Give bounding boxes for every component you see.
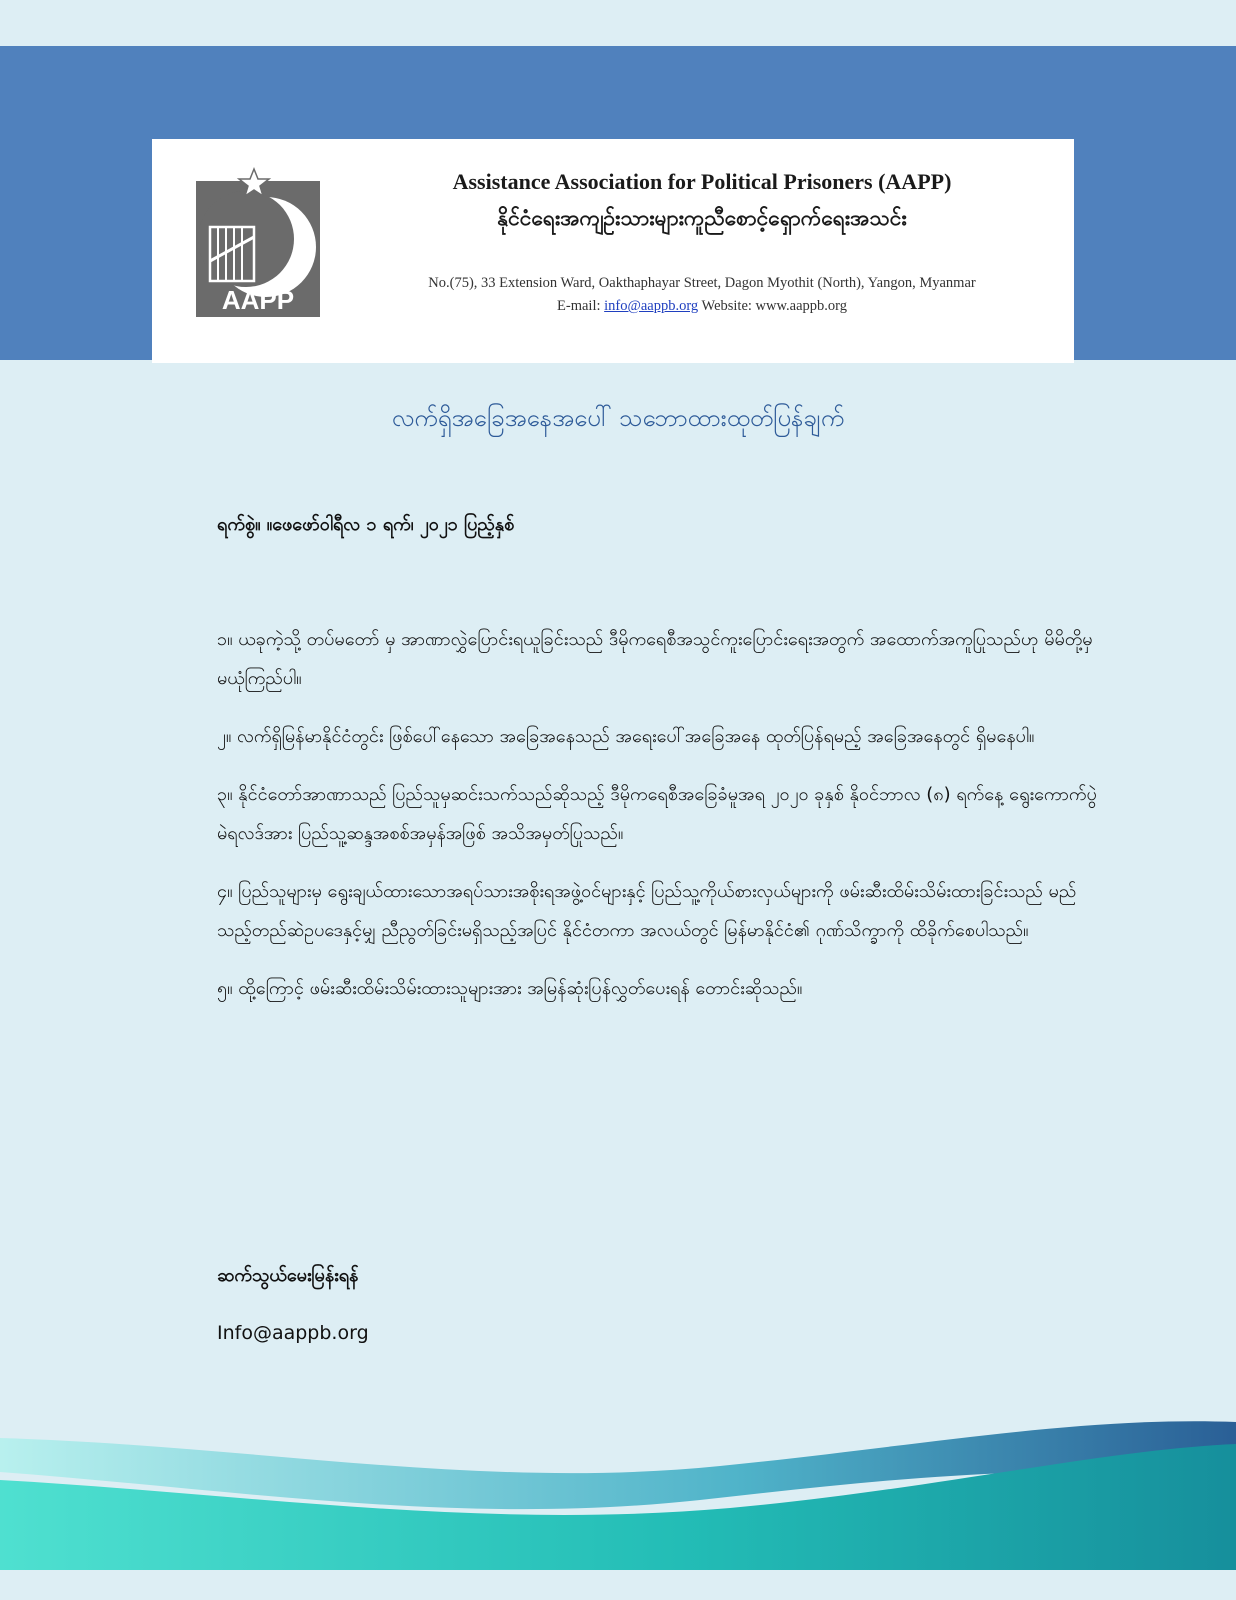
statement-date: ရက်စွဲ။ ။ဖေဖော်ဝါရီလ ၁ ရက်၊ ၂၀၂၁ ပြည့်နှစ် — [217, 514, 515, 535]
statement-title: လက်ရှိအခြေအနေအပေါ် သဘောထားထုတ်ပြန်ချက် — [391, 404, 845, 432]
statement-paragraph-1: ၁။ ယခုကဲ့သို့ တပ်မတော် မှ အာဏာလွှဲပြောင်းရယူခြင်းသည် ဒီမိုကရေစီအသွင်ကူးပြောင်းရေးအတွက် အထောက်အကူပြုသည်ဟု မိမိတို့မှ မယုံကြည်ပါ။ — [217, 629, 1093, 689]
statement-paragraph-2: ၂။ လက်ရှိမြန်မာနိုင်ငံတွင်း ဖြစ်ပေါ်နေသော အခြေအနေသည် အရေးပေါ်အခြေအနေ ထုတ်ပြန်ရမည့် အခြေအနေတွင် ရှိမနေပါ။ — [217, 726, 1035, 747]
statement-paragraph-4: ၄။ ပြည်သူများမှ ရွေးချယ်ထားသောအရပ်သားအစိုးရအဖွဲ့ဝင်များနှင့် ပြည်သူ့ကိုယ်စားလှယ်များကို ဖမ်းဆီးထိမ်းသိမ်းထားခြင်းသည် မည်သည့်တည်ဆဲဥပဒေနှင့်မျှ ညီညွတ်ခြင်းမရှိသည့်အပြင် နိုင်ငံတကာ အလယ်တွင် မြန်မာနိုင်ငံ၏ ဂုဏ်သိက္ခာကို ထိခိုက်စေပါသည်။ — [217, 881, 1077, 941]
header-band — [0, 46, 1236, 360]
statement-paragraph-3: ၃။ နိုင်ငံတော်အာဏာသည် ပြည်သူမှဆင်းသက်သည်ဆိုသည့် ဒီမိုကရေစီအခြေခံမူအရ ၂၀၂၀ ခုနှစ် နိုဝင်ဘာလ (၈) ရက်နေ့ ရွေးကောက်ပွဲမဲရလဒ်အား ပြည်သူ့ဆန္ဒအစစ်အမှန်အဖြစ် အသိအမှတ်ပြုသည်။ — [217, 784, 1097, 844]
website-url: www.aappb.org — [755, 298, 847, 314]
org-name-english: Assistance Association for Political Prisoners (AAPP) — [452, 169, 952, 194]
website-label: Website: — [701, 298, 752, 314]
statement-paragraph-5: ၅။ ထို့ကြောင့် ဖမ်းဆီးထိမ်းသိမ်းထားသူများအား အမြန်ဆုံးပြန်လွှတ်ပေးရန် တောင်းဆိုသည်။ — [217, 978, 803, 999]
contact-heading: ဆက်သွယ်မေးမြန်းရန် — [217, 1265, 359, 1286]
statement-body — [217, 620, 1097, 1027]
footer-wave-decoration — [0, 1420, 1236, 1570]
org-address: No.(75), 33 Extension Ward, Oakthaphayar Street, Dagon Myothit (North), Yangon, Myanmar — [428, 275, 976, 291]
org-contact-line — [362, 298, 1042, 315]
contact-email: Info@aappb.org — [217, 1322, 369, 1344]
letterhead — [152, 139, 1074, 363]
email-label: E-mail: — [557, 298, 601, 314]
email-link[interactable]: info@aappb.org — [604, 298, 699, 314]
logo-text: AAPP — [221, 285, 295, 315]
org-name-myanmar: နိုင်ငံရေးအကျဉ်းသားများကူညီစောင့်ရှောက်ရေးအသင်း — [497, 206, 907, 230]
aapp-logo — [196, 165, 320, 317]
